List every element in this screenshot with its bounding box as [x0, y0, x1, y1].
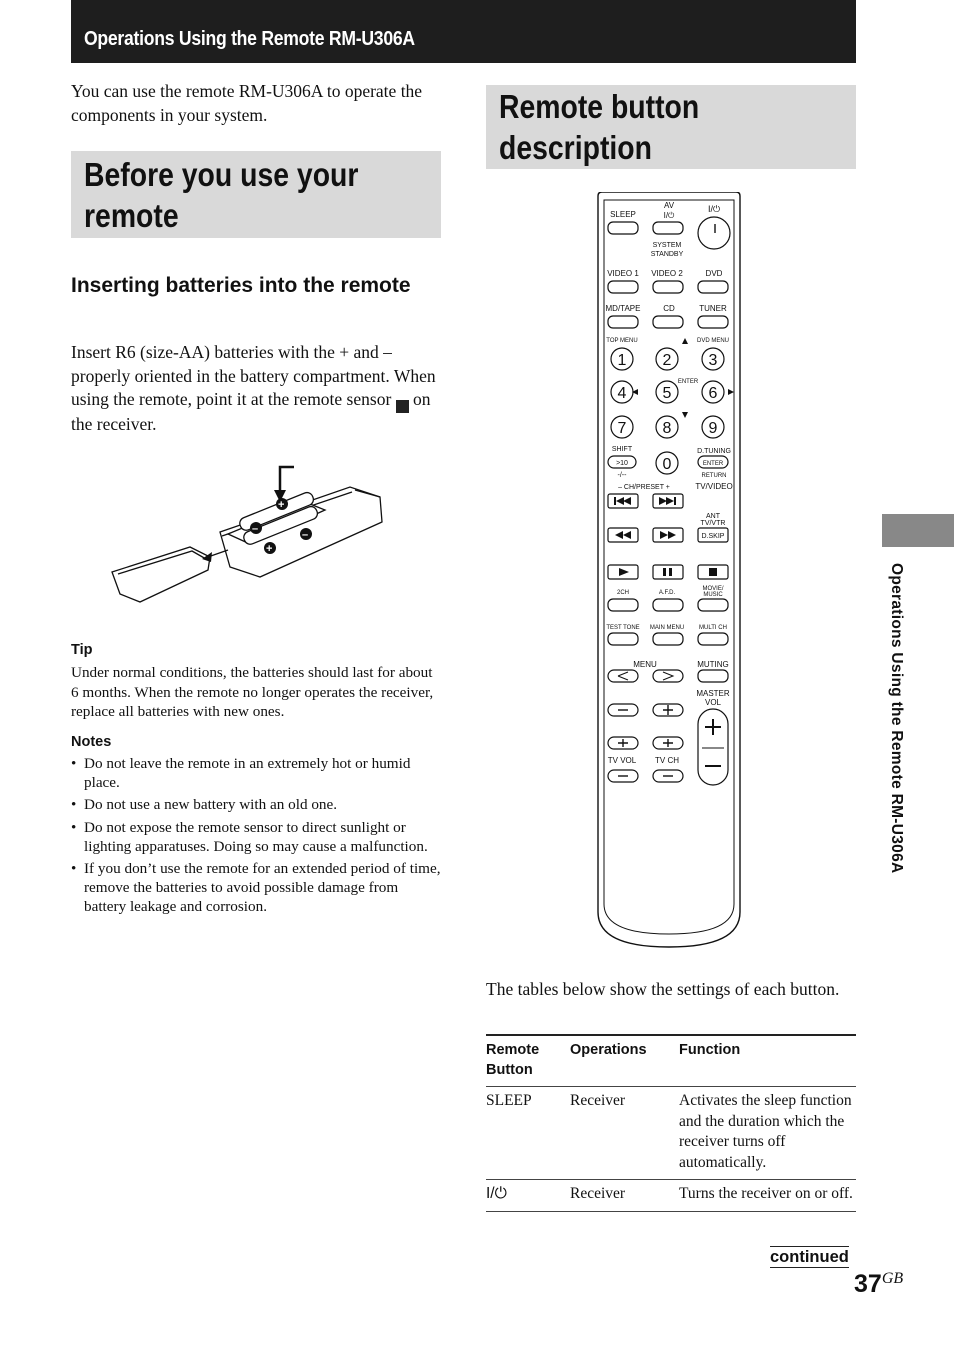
tvvol-label: TV VOL [607, 756, 637, 765]
afd-button[interactable] [653, 599, 683, 611]
enter-label: ENTER [677, 379, 699, 385]
table-cell-operations: Receiver [570, 1092, 626, 1109]
note-item: • Do not expose the remote sensor to direct sunlight or lighting apparatuses. Doing so may cause a malfunction. [71, 818, 443, 856]
shift-label: SHIFT [611, 446, 633, 453]
system-standby-label: SYSTEM [652, 242, 682, 249]
ant-label-2: TV/VTR [700, 520, 726, 527]
table-cell-button: SLEEP [486, 1092, 532, 1109]
system-standby-label-2: STANDBY [650, 251, 684, 258]
table-header-row [486, 1035, 856, 1087]
return-label: RETURN [701, 473, 727, 479]
sleep-label: SLEEP [610, 210, 636, 219]
dash-label: -/-- [617, 472, 627, 479]
movie-music-label: MOVIE/ [702, 586, 724, 592]
ant-label: ANT [706, 513, 720, 520]
batteries-text-part2: on the receiver. [71, 389, 431, 434]
video1-button[interactable] [608, 281, 638, 293]
intro-text: You can use the remote RM-U306A to operate the components in your system. [71, 81, 423, 125]
video1-label: VIDEO 1 [607, 269, 639, 278]
num-2-text: 2 [662, 352, 672, 369]
note-item: • If you don’t use the remote for an extended period of time, remove the batteries to avoid possible damage from battery leakage and corrosion. [71, 859, 443, 917]
table-cell-function: Turns the receiver on or off. [679, 1185, 853, 1202]
notes-label: Notes [71, 734, 112, 750]
cd-button[interactable] [653, 316, 683, 328]
num-9-text: 9 [708, 420, 718, 437]
dvd-button[interactable] [698, 281, 728, 293]
gt10-text: >10 [616, 460, 628, 467]
tables-intro-text: The tables below show the settings of each button. [486, 979, 840, 999]
pause-button[interactable] [653, 565, 683, 579]
table-cell-button: I/⏻ [486, 1185, 507, 1202]
mdtape-button[interactable] [608, 316, 638, 328]
twoch-button[interactable] [608, 599, 638, 611]
chpreset-label: – CH/PRESET + [618, 484, 670, 491]
before-use-heading-line2: remote [84, 197, 179, 234]
num-3-text: 3 [708, 352, 718, 369]
side-section-text: Operations Using the Remote RM-U306A [888, 563, 905, 874]
video2-label: VIDEO 2 [651, 269, 683, 278]
note-item: • Do not leave the remote in an extremely hot or humid place. [71, 754, 443, 792]
tuner-label: TUNER [699, 304, 727, 313]
svg-text:+: + [278, 499, 285, 511]
mastervol-label: MASTER [696, 689, 730, 698]
num-5-text: 5 [662, 385, 672, 402]
dskip-text: D.SKIP [701, 533, 725, 540]
menu-right-button[interactable] [653, 670, 683, 682]
tvvideo-label: TV/VIDEO [695, 482, 733, 491]
inserting-batteries-heading: Inserting batteries into the remote [71, 274, 411, 297]
testtone-button[interactable] [608, 633, 638, 645]
svg-text:+: + [266, 543, 273, 555]
menu-left-button[interactable] [608, 670, 638, 682]
num-6-text: 6 [708, 385, 718, 402]
notes-list [71, 754, 443, 920]
multich-button[interactable] [698, 633, 728, 645]
button-description-table [486, 1034, 856, 1212]
tvch-label: TV CH [655, 756, 679, 765]
before-use-heading-box [71, 151, 441, 238]
side-section-label [883, 563, 913, 963]
svg-text:–: – [252, 523, 259, 535]
tuner-button[interactable] [698, 316, 728, 328]
mdtape-label: MD/TAPE [605, 304, 641, 313]
continued-label: continued [770, 1248, 849, 1266]
table-cell-operations: Receiver [570, 1185, 626, 1202]
table-cell-function: Activates the sleep function and the duration which the receiver turns off automatically. [679, 1092, 852, 1171]
sleep-button[interactable] [608, 222, 638, 234]
movie-music-button[interactable] [698, 599, 728, 611]
muting-button[interactable] [698, 670, 728, 682]
num-4-text: 4 [617, 385, 627, 402]
testtone-label: TEST TONE [606, 625, 640, 631]
before-use-heading-line1: Before you use your [84, 156, 359, 193]
remote-description-heading-line2: description [499, 129, 652, 166]
table-header-cell: Function [679, 1042, 741, 1058]
num-0-text: 0 [662, 456, 672, 473]
movie-music-label-2: MUSIC [703, 592, 723, 598]
dvd-label: DVD [705, 269, 723, 278]
av-power-button[interactable] [653, 222, 683, 234]
mainmenu-button[interactable] [653, 633, 683, 645]
page-number-suffix: GB [881, 1270, 904, 1287]
av-power-label: I/⏻ [663, 211, 675, 220]
multich-label: MULTI CH [699, 625, 727, 631]
table-header-cell: Remote Button [486, 1042, 540, 1078]
table-row [486, 1180, 856, 1212]
table-header-cell: Operations [570, 1042, 647, 1058]
av-label: AV [663, 201, 675, 210]
remote-sensor-icon [396, 400, 409, 413]
tip-label: Tip [71, 642, 93, 658]
batteries-text-part1: Insert R6 (size-AA) batteries with the + and – properly oriented in the battery compartment. When using the remote, point it at the remote sensor [71, 342, 436, 409]
muting-label: MUTING [697, 660, 729, 669]
video2-button[interactable] [653, 281, 683, 293]
dtuning-enter-text: ENTER [702, 461, 724, 467]
num-1-text: 1 [617, 352, 627, 369]
remote-description-heading-line1: Remote button [499, 88, 700, 125]
num-8-text: 8 [662, 420, 672, 437]
note-item: • Do not use a new battery with an old one. [71, 795, 443, 814]
page-number [854, 1270, 903, 1299]
num-7-text: 7 [617, 420, 627, 437]
inserting-batteries-text [71, 341, 446, 437]
section-header-title: Operations Using the Remote RM-U306A [84, 28, 415, 50]
tip-text: Under normal conditions, the batteries should last for about 6 months. When the remote no longer operates the receiver, replace all batteries with new ones. [71, 664, 434, 721]
menu-label: MENU [633, 660, 657, 669]
mainmenu-label: MAIN MENU [649, 625, 685, 631]
remote-control-illustration [594, 192, 744, 952]
dvd-menu-label: DVD MENU [696, 338, 730, 344]
side-section-tab [882, 514, 954, 547]
power-label: I/⏻ [707, 204, 721, 214]
twoch-label: 2CH [616, 590, 630, 596]
afd-label: A.F.D. [658, 590, 676, 596]
table-row [486, 1087, 856, 1180]
battery-insertion-illustration [110, 462, 390, 612]
mastervol-label-2: VOL [704, 698, 722, 707]
power-button[interactable] [698, 217, 730, 249]
top-menu-label: TOP MENU [606, 338, 638, 344]
remote-description-heading-box [486, 85, 856, 169]
page-number-value: 37 [854, 1270, 882, 1298]
section-header-bar [71, 0, 856, 63]
dtuning-label: D.TUNING [697, 448, 731, 455]
svg-text:–: – [302, 529, 309, 541]
cd-label: CD [663, 304, 675, 313]
